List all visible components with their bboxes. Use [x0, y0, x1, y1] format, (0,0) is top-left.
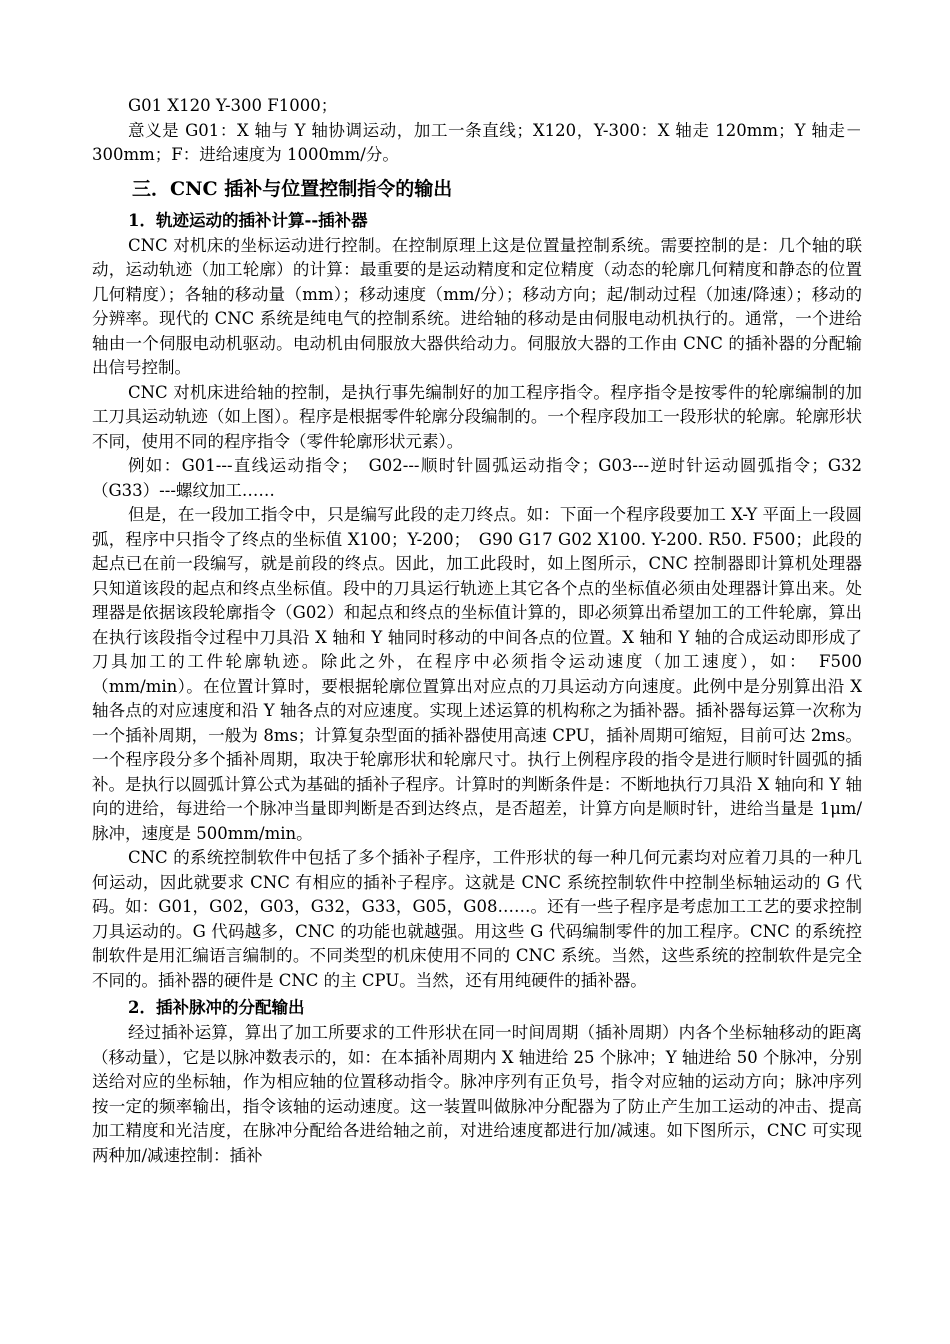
code-line: G01 X120 Y-300 F1000； — [128, 96, 338, 115]
paragraph: 但是，在一段加工指令中，只是编写此段的走刀终点。如：下面一个程序段要加工 X-Y 平面上一段圆弧，程序中只指令了终点的坐标值 X100；Y-200； G90 G17 G02 X100. Y-200. R50. F500；此段的起点已在前一段编写，就是前段的终点。因此，加工此段时，如上图所示，CNC 控制器即计算机处理器只知道该段的起点和终点坐标值。段中的刀具运行轨迹上其它各个点的坐标值必须由处理器计算出来。处理器是依据该段轮廓指令（G02）和起点和终点的坐标值计算的，即必须算出希望加工的工件轮廓，算出在执行该段指令过程中刀具沿 X 轴和 Y 轴同时移动的中间各点的位置。X 轴和 Y 轴的合成运动即形成了刀具加工的工件轮廓轨迹。除此之外，在程序中必须指令运动速度（加工速度），如： F500（mm/min）。在位置计算时，要根据轮廓位置算出对应点的刀具运动方向速度。此例中是分别算出沿 X 轴各点的对应速度和沿 Y 轴各点的对应速度。实现上述运算的机构称之为插补器。插补器每运算一次称为一个插补周期，一般为 8ms；计算复杂型面的插补器使用高速 CPU，插补周期可缩短，目前可达 2ms。一个程序段分多个插补周期，取决于轮廓形状和轮廓尺寸。执行上例程序段的指令是进行顺时针圆弧的插补。是执行以圆弧计算公式为基础的插补子程序。计算时的判断条件是：不断地执行刀具沿 X 轴向和 Y 轴向的进给，每进给一个脉冲当量即判断是否到达终点，是否超差，计算方向是顺时针，进给当量是 1μm/脉冲，速度是 500mm/min。 — [92, 505, 862, 843]
subsection-1-title: 1．轨迹运动的插补计算--插补器 — [128, 210, 368, 230]
code-meaning-paragraph: 意义是 G01：X 轴与 Y 轴协调运动，加工一条直线；X120，Y-300：X 轴走 120mm；Y 轴走－300mm；F：进给速度为 1000mm/分。 — [92, 120, 862, 164]
paragraph: CNC 对机床进给轴的控制，是执行事先编制好的加工程序指令。程序指令是按零件的轮廓编制的加工刀具运动轨迹（如上图）。程序是根据零件轮廓分段编制的。一个程序段加工一段形状的轮廓。轮廓形状不同，使用不同的程序指令（零件轮廓形状元素）。 — [92, 382, 862, 451]
paragraph: CNC 的系统控制软件中包括了多个插补子程序，工件形状的每一种几何元素均对应着刀具的一种几何运动，因此就要求 CNC 有相应的插补子程序。这就是 CNC 系统控制软件中控制坐标轴运动的 G 代码。如：G01，G02，G03，G32，G33，G05，G08……。还有一些子程序是考虑加工工艺的要求控制刀具运动的。G 代码越多，CNC 的功能也就越强。用这些 G 代码编制零件的加工程序。CNC 的系统控制软件是用汇编语言编制的。不同类型的机床使用不同的 CNC 系统。当然，这些系统的控制软件是完全不同的。插补器的硬件是 CNC 的主 CPU。当然，还有用纯硬件的插补器。 — [92, 848, 862, 990]
paragraph: 例如：G01---直线运动指令； G02---顺时针圆弧运动指令；G03---逆时针运动圆弧指令；G32（G33）---螺纹加工…… — [92, 456, 862, 500]
subsection-2-title: 2．插补脉冲的分配输出 — [128, 998, 305, 1017]
document-body — [92, 94, 862, 1168]
paragraph: 经过插补运算，算出了加工所要求的工件形状在同一时间周期（插补周期）内各个坐标轴移动的距离（移动量），它是以脉冲数表示的，如：在本插补周期内 X 轴进给 25 个脉冲；Y 轴进给 50 个脉冲，分别送给对应的坐标轴，作为相应轴的位置移动指令。脉冲序列有正负号，指令对应轴的运动方向；脉冲序列按一定的频率输出，指令该轴的运动速度。这一装置叫做脉冲分配器为了防止产生加工运动的冲击、提高加工精度和光洁度，在脉冲分配给各进给轴之前，对进给速度都进行加/减速。如下图所示，CNC 可实现两种加/减速控制：插补 — [92, 1023, 862, 1165]
section-title: 三．CNC 插补与位置控制指令的输出 — [132, 177, 453, 200]
paragraph: CNC 对机床的坐标运动进行控制。在控制原理上这是位置量控制系统。需要控制的是：几个轴的联动，运动轨迹（加工轮廓）的计算：最重要的是运动精度和定位精度（动态的轮廓几何精度和静态的位置几何精度）；各轴的移动量（mm）；移动速度（mm/分）；移动方向；起/制动过程（加速/降速）；移动的分辨率。现代的 CNC 系统是纯电气的控制系统。进给轴的移动是由伺服电动机执行的。通常，一个进给轴由一个伺服电动机驱动。电动机由伺服放大器供给动力。伺服放大器的工作由 CNC 的插补器的分配输出信号控制。 — [92, 235, 862, 377]
